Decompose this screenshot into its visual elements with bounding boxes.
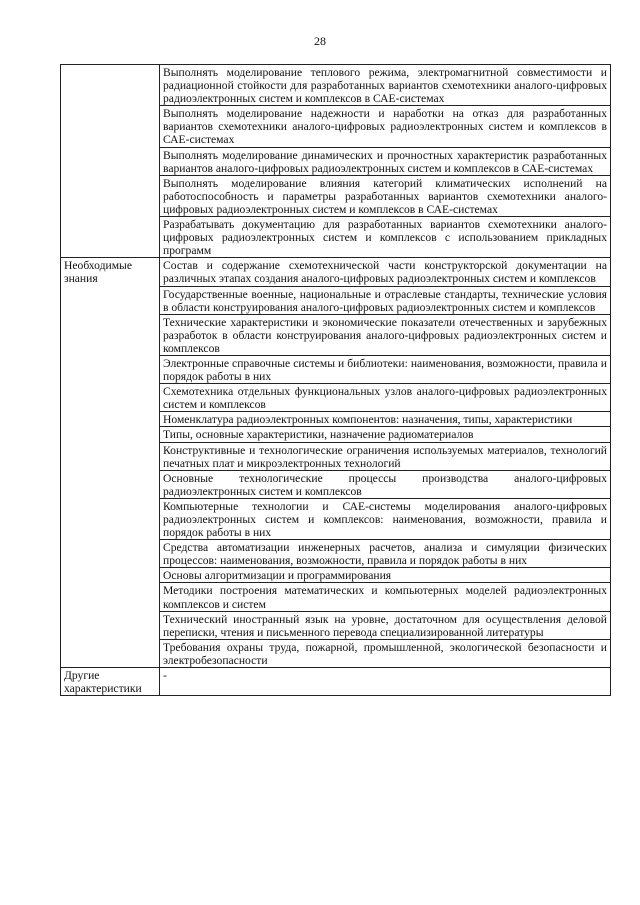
page-number: 28 — [314, 34, 326, 48]
requirement-cell: Типы, основные характеристики, назначение радиоматериалов — [160, 427, 611, 442]
requirement-cell: Компьютерные технологии и САЕ-системы моделирования аналого-цифровых радиоэлектронных систем и комплексов: наименования, возможности, правила и порядок работы в них — [160, 498, 611, 539]
requirement-cell: Технические характеристики и экономические показатели отечественных и зарубежных разработок в области конструирования аналого-цифровых радиоэлектронных систем и комплексов — [160, 314, 611, 355]
table-row — [61, 258, 611, 286]
requirement-cell: Выполнять моделирование динамических и прочностных характеристик разработанных вариантов аналого-цифровых радиоэлектронных систем и комплексов в САЕ-системах — [160, 147, 611, 175]
requirement-cell: Номенклатура радиоэлектронных компонентов: назначения, типы, характеристики — [160, 412, 611, 427]
section-label: Другие характеристики — [61, 668, 160, 696]
requirement-cell: Методики построения математических и компьютерных моделей радиоэлектронных комплексов и систем — [160, 583, 611, 611]
table-row — [61, 668, 611, 696]
requirement-cell: Схемотехника отдельных функциональных узлов аналого-цифровых радиоэлектронных систем и комплексов — [160, 384, 611, 412]
requirement-cell: Конструктивные и технологические ограничения используемых материалов, технологий печатных плат и микроэлектронных технологий — [160, 442, 611, 470]
requirement-cell: Государственные военные, национальные и отраслевые стандарты, технические условия в области конструирования аналого-цифровых радиоэлектронных систем и комплексов — [160, 286, 611, 314]
table-row — [61, 65, 611, 106]
requirement-cell: - — [160, 668, 611, 696]
requirement-cell: Электронные справочные системы и библиотеки: наименования, возможности, правила и порядок работы в них — [160, 355, 611, 383]
requirement-cell: Требования охраны труда, пожарной, промышленной, экологической безопасности и электробезопасности — [160, 639, 611, 667]
requirement-cell: Разрабатывать документацию для разработанных вариантов схемотехники аналого-цифровых радиоэлектронных систем и комплексов с использованием прикладных программ — [160, 217, 611, 258]
requirement-cell: Средства автоматизации инженерных расчетов, анализа и симуляции физических процессов: наименования, возможности, правила и порядок работы в них — [160, 540, 611, 568]
requirement-cell: Основные технологические процессы производства аналого-цифровых радиоэлектронных систем и комплексов — [160, 470, 611, 498]
requirements-table — [60, 64, 611, 696]
section-label: Необходимые знания — [61, 258, 160, 668]
requirement-cell: Выполнять моделирование теплового режима, электромагнитной совместимости и радиационной стойкости для разработанных вариантов схемотехники аналого-цифровых радиоэлектронных систем и комплексов в САЕ-системах — [160, 65, 611, 106]
requirement-cell: Основы алгоритмизации и программирования — [160, 568, 611, 583]
section-label — [61, 65, 160, 258]
requirement-cell: Технический иностранный язык на уровне, достаточном для осуществления деловой переписки, чтения и письменного перевода специализированной литературы — [160, 611, 611, 639]
requirement-cell: Состав и содержание схемотехнической части конструкторской документации на различных этапах создания аналого-цифровых радиоэлектронных систем и комплексов — [160, 258, 611, 286]
requirement-cell: Выполнять моделирование надежности и наработки на отказ для разработанных вариантов схемотехники аналого-цифровых радиоэлектронных систем и комплексов в САЕ-системах — [160, 106, 611, 147]
requirement-cell: Выполнять моделирование влияния категорий климатических исполнений на работоспособность и параметры разработанных вариантов схемотехники аналого-цифровых радиоэлектронных систем и комплексов в САЕ-системах — [160, 175, 611, 216]
